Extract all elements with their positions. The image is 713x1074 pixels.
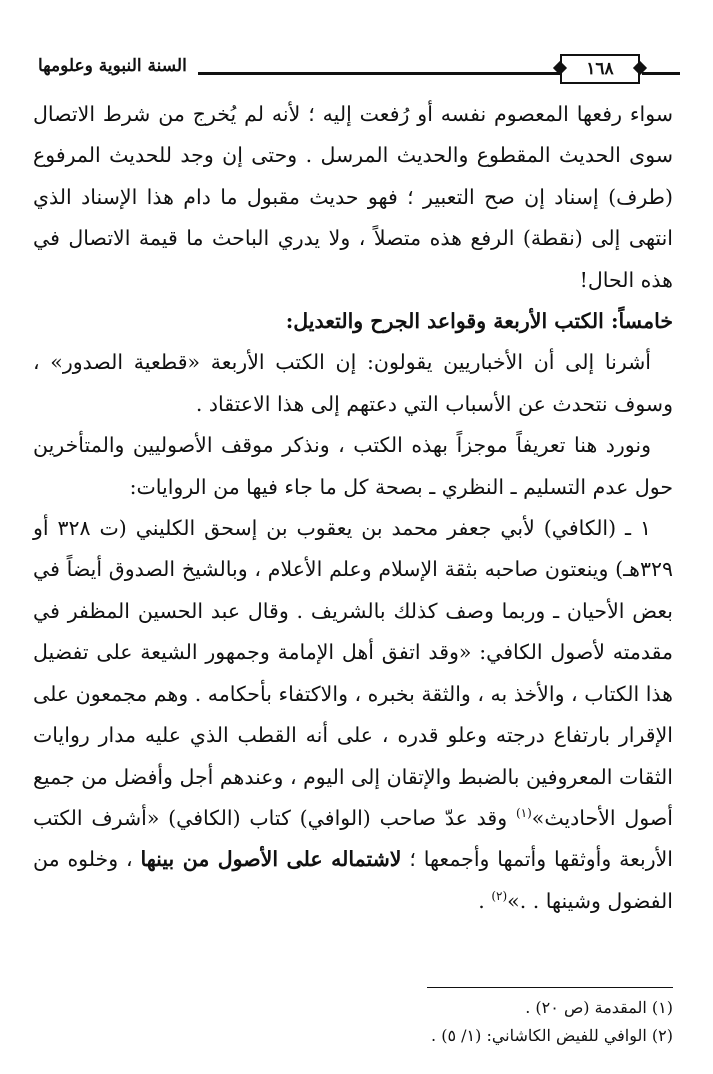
header-rule-tail bbox=[642, 72, 680, 75]
paragraph-4-end: . bbox=[478, 888, 492, 913]
section-heading: خامساً: الكتب الأربعة وقواعد الجرح والتعديل: bbox=[285, 309, 673, 334]
footnotes bbox=[33, 994, 673, 1050]
footnote-1: (١) المقدمة (ص ٢٠) . bbox=[525, 998, 673, 1017]
footnote-rule bbox=[427, 987, 673, 988]
running-header bbox=[30, 52, 680, 88]
paragraph-4-part-c: ، وخلوه من الفضول وشينها . .» bbox=[33, 847, 673, 913]
paragraph-4-bold: لاشتماله على الأصول من بينها bbox=[140, 847, 402, 872]
page-number-text: ١٦٨ bbox=[586, 59, 614, 79]
body-text bbox=[33, 94, 673, 922]
paragraph-3: ونورد هنا تعريفاً موجزاً بهذه الكتب ، ونذكر موقف الأصوليين والمتأخرين حول عدم التسليم ـ النظري ـ بصحة كل ما جاء فيها من الروايات: bbox=[33, 433, 673, 499]
paragraph-2: أشرنا إلى أن الأخباريين يقولون: إن الكتب الأربعة «قطعية الصدور» ، وسوف نتحدث عن الأسباب التي دعتهم إلى هذا الاعتقاد . bbox=[33, 350, 673, 416]
paragraph-1: سواء رفعها المعصوم نفسه أو رُفعت إليه ؛ لأنه لم يُخرج من شرط الاتصال سوى الحديث المقطوع والحديث المرسل . وحتى إن وجد للحديث المرفوع (طرف) إسناد إن صح التعبير ؛ فهو حديث مقبول ما دام هذا الإسناد الذي انتهى إلى (نقطة) الرفع هذه متصلاً ، ولا يدري الباحث ما قيمة الاتصال في هذه الحال! bbox=[33, 102, 673, 292]
paragraph-4-part-a: ١ ـ (الكافي) لأبي جعفر محمد بن يعقوب بن إسحق الكليني (ت ٣٢٨ أو ٣٢٩هـ) وينعتون صاحبه بثقة الإسلام وعلم الأعلام ، وبالشيخ الصدوق أيضاً في بعض الأحيان ـ وربما وصف كذلك بالشريف . وقال عبد الحسين المظفر في مقدمته لأصول الكافي: «وقد اتفق أهل الإمامة وجمهور الشيعة على تفضيل هذا الكتاب ، والأخذ به ، والثقة بخبره ، والاكتفاء بأحكامه . وهم مجمعون على الإقرار بارتفاع درجته وعلو قدره ، على أنه القطب الذي عليه مدار روايات الثقات المعروفين بالضبط والإتقان إلى اليوم ، وعندهم أجل وأفضل من جميع أصول الأحاديث» bbox=[33, 516, 673, 830]
footnote-2: (٢) الوافي للفيض الكاشاني: (١/ ٥) . bbox=[431, 1026, 673, 1045]
footnote-ref-1: (١) bbox=[515, 806, 532, 821]
paragraph-4-part-b: وقد عدّ صاحب (الوافي) كتاب (الكافي) «أشرف الكتب الأربعة وأوثقها وأتمها وأجمعها ؛ bbox=[33, 805, 673, 872]
footnote-ref-2: (٢) bbox=[491, 888, 508, 903]
header-rule bbox=[198, 72, 560, 75]
page-number bbox=[560, 54, 640, 84]
running-title: السنة النبوية وعلومها bbox=[38, 56, 187, 76]
paragraph-4 bbox=[33, 508, 673, 922]
